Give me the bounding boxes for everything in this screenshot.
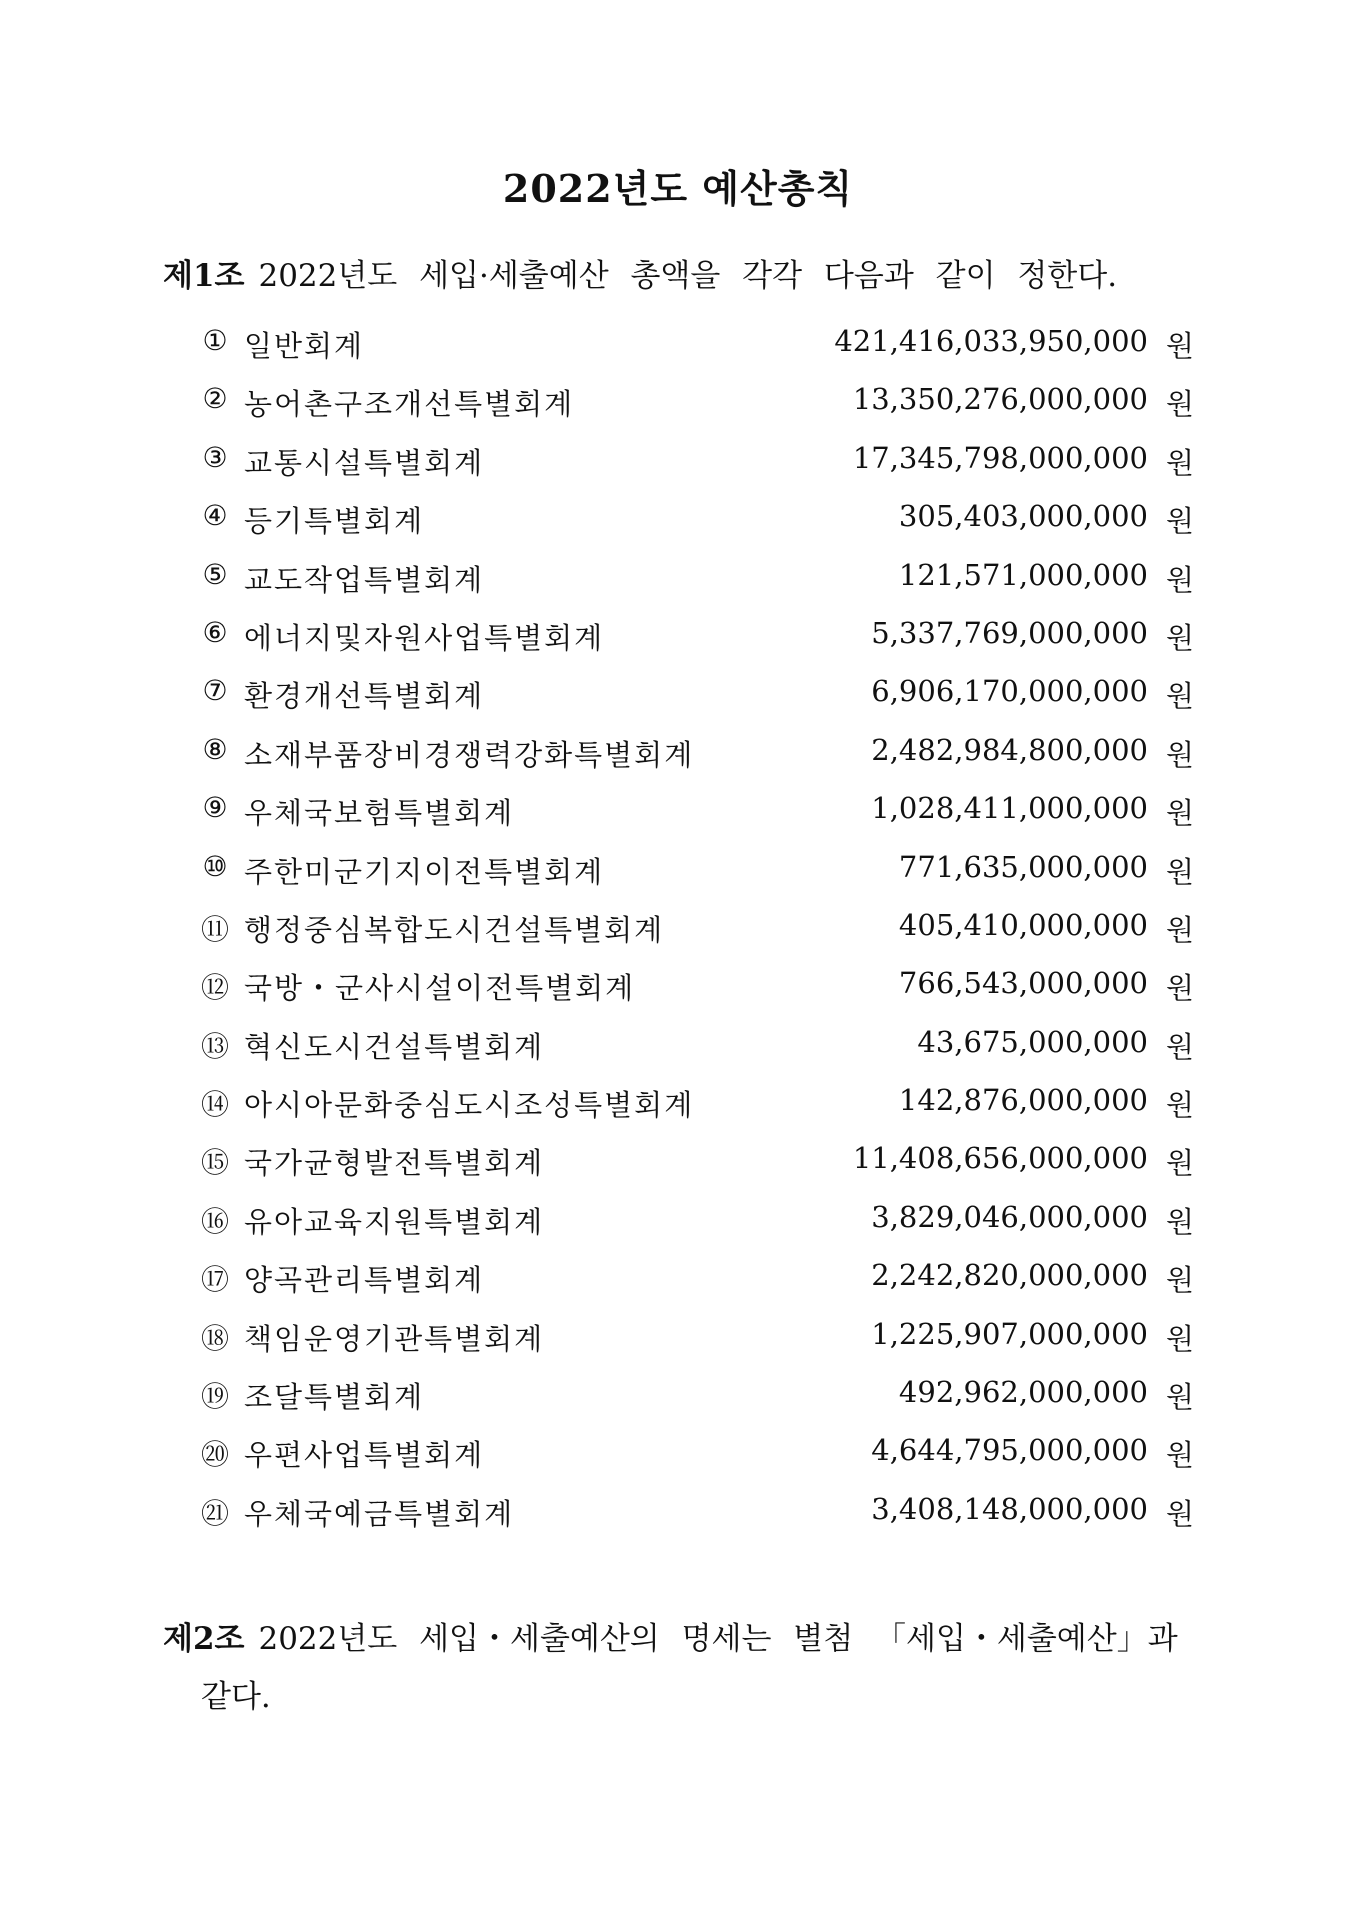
item-unit: 원 xyxy=(1166,1204,1195,1239)
budget-item xyxy=(0,372,1356,430)
budget-item xyxy=(0,1248,1356,1306)
budget-item xyxy=(0,664,1356,722)
item-number: ③ xyxy=(202,440,228,474)
item-account-name: 등기특별회계 xyxy=(244,504,425,539)
item-unit: 원 xyxy=(1166,796,1195,831)
article-2-continuation: 같다. xyxy=(201,1679,271,1715)
item-unit: 원 xyxy=(1166,854,1195,889)
item-account-name: 일반회계 xyxy=(244,329,365,363)
article-2-label: 제2조 xyxy=(163,1621,245,1657)
item-amount: 405,410,000,000 xyxy=(898,907,1148,942)
item-unit: 원 xyxy=(1166,737,1195,772)
budget-item xyxy=(0,1131,1356,1189)
item-number: ⑯ xyxy=(200,1204,229,1238)
budget-item xyxy=(0,489,1356,547)
item-number: ⑤ xyxy=(202,557,228,591)
item-unit: 원 xyxy=(1166,620,1195,655)
item-unit: 원 xyxy=(1166,1380,1195,1415)
item-number: ④ xyxy=(202,499,228,533)
item-account-name: 책임운영기관특별회계 xyxy=(244,1321,545,1356)
item-amount: 5,337,769,000,000 xyxy=(871,615,1148,650)
budget-item xyxy=(0,1015,1356,1073)
item-unit: 원 xyxy=(1166,1029,1195,1064)
item-number: ⑧ xyxy=(202,732,228,766)
item-amount: 3,829,046,000,000 xyxy=(871,1199,1148,1234)
budget-item xyxy=(0,548,1356,606)
budget-item xyxy=(0,840,1356,898)
budget-item xyxy=(0,431,1356,489)
item-amount: 142,876,000,000 xyxy=(898,1083,1148,1118)
item-amount: 766,543,000,000 xyxy=(898,966,1148,1001)
item-unit: 원 xyxy=(1166,1321,1195,1356)
item-amount: 6,906,170,000,000 xyxy=(871,674,1148,709)
item-amount: 121,571,000,000 xyxy=(898,557,1148,592)
item-amount: 13,350,276,000,000 xyxy=(852,382,1148,417)
item-amount: 421,416,033,950,000 xyxy=(834,324,1148,358)
item-account-name: 소재부품장비경쟁력강화특별회계 xyxy=(244,737,695,772)
item-amount: 771,635,000,000 xyxy=(898,849,1148,884)
item-account-name: 환경개선특별회계 xyxy=(244,679,485,714)
item-account-name: 교통시설특별회계 xyxy=(244,445,485,480)
item-number: ⑩ xyxy=(202,849,228,883)
item-unit: 원 xyxy=(1166,445,1195,480)
item-unit: 원 xyxy=(1166,971,1195,1006)
budget-item xyxy=(0,956,1356,1014)
item-account-name: 에너지및자원사업특별회계 xyxy=(244,620,605,655)
item-unit: 원 xyxy=(1166,1263,1195,1298)
budget-item xyxy=(0,1482,1356,1540)
item-account-name: 국가균형발전특별회계 xyxy=(244,1146,545,1181)
item-number: ⑱ xyxy=(200,1321,229,1355)
item-account-name: 우체국보험특별회계 xyxy=(244,796,515,831)
item-account-name: 유아교육지원특별회계 xyxy=(244,1204,545,1239)
budget-item xyxy=(0,1073,1356,1131)
item-unit: 원 xyxy=(1166,387,1195,422)
item-account-name: 조달특별회계 xyxy=(244,1380,425,1415)
item-amount: 2,242,820,000,000 xyxy=(871,1258,1148,1293)
item-number: ⑭ xyxy=(200,1088,229,1122)
article-1-text: 2022년도 세입·세출예산 총액을 각각 다음과 같이 정한다. xyxy=(258,258,1118,294)
item-unit: 원 xyxy=(1166,504,1195,539)
item-amount: 3,408,148,000,000 xyxy=(871,1491,1148,1526)
item-account-name: 혁신도시건설특별회계 xyxy=(244,1029,545,1064)
article-1-label: 제1조 xyxy=(163,258,245,294)
item-unit: 원 xyxy=(1166,1496,1195,1531)
item-number: ⑫ xyxy=(200,971,229,1005)
item-amount: 1,225,907,000,000 xyxy=(871,1316,1148,1351)
item-unit: 원 xyxy=(1166,1146,1195,1181)
item-amount: 11,408,656,000,000 xyxy=(852,1141,1148,1176)
item-unit: 원 xyxy=(1166,1438,1195,1473)
item-unit: 원 xyxy=(1166,1088,1195,1123)
item-amount: 305,403,000,000 xyxy=(898,499,1148,534)
item-account-name: 주한미군기지이전특별회계 xyxy=(244,854,605,889)
budget-item xyxy=(0,1190,1356,1248)
item-number: ⑲ xyxy=(200,1380,229,1414)
article-1 xyxy=(163,247,1203,305)
budget-item xyxy=(0,723,1356,781)
item-number: ① xyxy=(202,324,228,357)
item-number: ⑰ xyxy=(200,1263,229,1297)
item-amount: 2,482,984,800,000 xyxy=(871,732,1148,767)
item-number: ⑪ xyxy=(200,912,229,946)
budget-item xyxy=(0,898,1356,956)
item-number: ② xyxy=(202,382,228,416)
document-title: 2022년도 예산총칙 xyxy=(502,166,854,211)
item-number: ⑮ xyxy=(200,1146,229,1180)
item-amount: 17,345,798,000,000 xyxy=(852,440,1148,475)
item-amount: 43,675,000,000 xyxy=(917,1024,1148,1059)
item-account-name: 우체국예금특별회계 xyxy=(244,1496,515,1531)
item-number: ㉑ xyxy=(200,1496,229,1530)
budget-item xyxy=(0,1423,1356,1481)
item-account-name: 농어촌구조개선특별회계 xyxy=(244,387,575,422)
budget-item xyxy=(0,781,1356,839)
item-account-name: 아시아문화중심도시조성특별회계 xyxy=(244,1088,695,1123)
article-2-text: 2022년도 세입・세출예산의 명세는 별첨 「세입・세출예산」과 xyxy=(258,1621,1178,1657)
budget-item xyxy=(0,606,1356,664)
item-amount: 4,644,795,000,000 xyxy=(871,1433,1148,1468)
budget-item-list xyxy=(0,314,1356,1540)
item-unit: 원 xyxy=(1166,329,1195,363)
item-account-name: 행정중심복합도시건설특별회계 xyxy=(244,912,665,947)
item-unit: 원 xyxy=(1166,912,1195,947)
item-number: ⑦ xyxy=(202,674,228,708)
item-number: ⑳ xyxy=(200,1438,229,1472)
item-account-name: 양곡관리특별회계 xyxy=(244,1263,485,1298)
item-amount: 492,962,000,000 xyxy=(898,1375,1148,1410)
item-number: ⑨ xyxy=(202,791,228,825)
item-number: ⑥ xyxy=(202,615,228,649)
item-account-name: 교도작업특별회계 xyxy=(244,562,485,597)
item-amount: 1,028,411,000,000 xyxy=(871,791,1148,826)
budget-item xyxy=(0,314,1356,372)
item-unit: 원 xyxy=(1166,562,1195,597)
article-2 xyxy=(163,1610,1203,1726)
budget-item xyxy=(0,1307,1356,1365)
item-unit: 원 xyxy=(1166,679,1195,714)
budget-item xyxy=(0,1365,1356,1423)
item-number: ⑬ xyxy=(200,1029,229,1063)
item-account-name: 우편사업특별회계 xyxy=(244,1438,485,1473)
item-account-name: 국방・군사시설이전특별회계 xyxy=(244,971,636,1006)
